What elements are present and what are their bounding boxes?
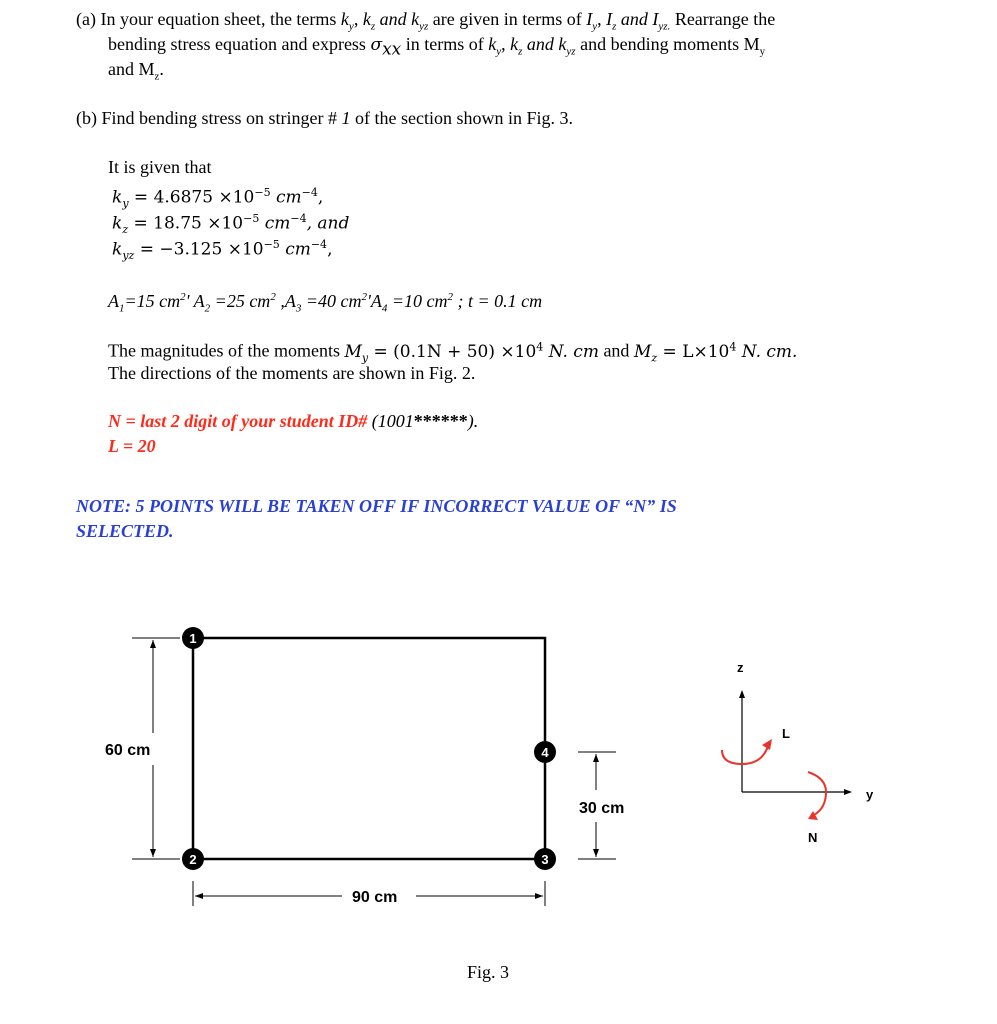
iyz-symbol: I bbox=[652, 9, 659, 29]
iy-subscript: y bbox=[592, 20, 598, 33]
mz-exponent: 4 bbox=[729, 340, 737, 353]
ky-subscript: y bbox=[496, 45, 502, 58]
kz-subscript: z bbox=[370, 20, 376, 33]
separator: , bbox=[353, 9, 363, 29]
a3-value: =40 cm bbox=[301, 291, 362, 311]
moments-text: The magnitudes of the moments bbox=[108, 340, 345, 361]
note-line-1: NOTE: 5 POINTS WILL BE TAKEN OFF IF INCORRECT VALUE OF “N” IS bbox=[76, 496, 677, 516]
kyz-unit: cm bbox=[279, 239, 311, 260]
stringer-2-label: 2 bbox=[189, 852, 197, 867]
separator: , bbox=[597, 9, 607, 29]
sigma-subscript: xx bbox=[382, 39, 402, 60]
a3-subscript: 3 bbox=[295, 302, 302, 315]
arrow-head bbox=[593, 754, 599, 762]
ky-symbol: k bbox=[112, 187, 123, 208]
and-text: and bbox=[616, 9, 653, 29]
and-text: and bbox=[375, 9, 412, 29]
kz-tail: , and bbox=[306, 213, 350, 234]
arrow-head bbox=[535, 893, 543, 899]
ky-subscript: y bbox=[122, 197, 129, 211]
a4-symbol: A bbox=[370, 291, 382, 311]
and-text: and bbox=[598, 340, 634, 361]
moment-l-arc bbox=[722, 746, 768, 764]
my-symbol: M bbox=[344, 341, 362, 362]
kz-symbol: k bbox=[510, 34, 519, 54]
a1-symbol: A bbox=[108, 291, 119, 311]
ky-subscript: y bbox=[348, 20, 354, 33]
kz-unit: cm bbox=[259, 213, 291, 234]
a2-value: =25 cm bbox=[210, 291, 271, 311]
z-axis-arrow-icon bbox=[739, 690, 745, 698]
iz-subscript: z bbox=[612, 20, 617, 33]
kyz-tail: , bbox=[327, 239, 333, 260]
part-a-label: (a) bbox=[76, 9, 96, 29]
kyz-symbol: k bbox=[112, 239, 123, 260]
my-exponent: 4 bbox=[536, 340, 544, 353]
kyz-symbol: k bbox=[411, 9, 420, 29]
stringer-1 bbox=[182, 627, 204, 649]
sigma-symbol: σ bbox=[370, 35, 383, 55]
given-intro: It is given that bbox=[108, 157, 212, 177]
kyz-unit-exponent: −4 bbox=[310, 238, 328, 251]
separator: , bbox=[275, 291, 285, 311]
l-definition: L = 20 bbox=[108, 436, 156, 456]
areas-line bbox=[108, 286, 542, 320]
stringer-2 bbox=[182, 848, 204, 870]
a4-value: =10 cm bbox=[387, 291, 448, 311]
dim-height-label: 60 cm bbox=[105, 742, 151, 759]
ky-tail: , bbox=[317, 187, 324, 208]
arrow-head bbox=[195, 893, 203, 899]
iz-symbol: I bbox=[606, 9, 613, 29]
part-b-text: Find bending stress on stringer # bbox=[101, 108, 342, 128]
mz-value: = L×10 bbox=[657, 341, 730, 362]
a1-value: =15 cm bbox=[124, 291, 181, 311]
moment-l-label: L bbox=[782, 726, 790, 741]
moment-n-label: N bbox=[808, 830, 818, 845]
a2-symbol: A bbox=[193, 291, 205, 311]
ky-symbol: k bbox=[340, 9, 349, 29]
part-a-text: Rearrange the bbox=[670, 9, 776, 29]
a4-subscript: 4 bbox=[381, 302, 388, 315]
id-suffix: ). bbox=[467, 411, 479, 431]
part-a-text: bending stress equation and express bbox=[108, 34, 371, 54]
kz-symbol: k bbox=[362, 9, 371, 29]
kyz-equation bbox=[112, 234, 332, 267]
a3-exponent: 2 bbox=[361, 291, 367, 303]
part-a-text: and bending moments M bbox=[575, 34, 760, 54]
kyz-symbol: k bbox=[558, 34, 567, 54]
part-a-text: are given in terms of bbox=[428, 9, 587, 29]
note-line-2: SELECTED. bbox=[76, 521, 174, 541]
n-definition bbox=[108, 410, 478, 432]
kz-symbol: k bbox=[112, 213, 123, 234]
y-axis-arrow-icon bbox=[844, 789, 852, 795]
moments-line-2: The directions of the moments are shown in Fig. 2. bbox=[108, 363, 476, 383]
kyz-subscript: yz bbox=[122, 249, 135, 263]
figure-caption: Fig. 3 bbox=[467, 962, 510, 982]
separator: ' bbox=[366, 291, 371, 311]
kyz-subscript: yz bbox=[566, 45, 576, 58]
mz-subscript: z bbox=[651, 351, 658, 365]
ky-unit-exponent: −4 bbox=[301, 186, 318, 199]
y-axis-label: y bbox=[866, 787, 874, 802]
kyz-value: = −3.125 ×10 bbox=[134, 239, 264, 260]
kyz-subscript: yz bbox=[419, 20, 429, 33]
part-b-text: of the section shown in Fig. 3. bbox=[350, 108, 573, 128]
iyz-subscript: yz. bbox=[658, 20, 671, 33]
stringer-number: 1 bbox=[341, 108, 351, 128]
arrow-head bbox=[150, 640, 156, 648]
a1-subscript: 1 bbox=[119, 302, 125, 315]
kz-subscript: z bbox=[518, 45, 523, 58]
dim-right-label: 30 cm bbox=[579, 800, 625, 817]
part-a-text: in terms of bbox=[401, 34, 489, 54]
moment-n-arc bbox=[808, 772, 826, 815]
kz-unit-exponent: −4 bbox=[290, 212, 307, 225]
stringer-4-label: 4 bbox=[541, 745, 549, 760]
z-axis-label: z bbox=[737, 660, 744, 675]
arrow-head bbox=[150, 849, 156, 857]
id-prefix: (1001 bbox=[371, 411, 414, 431]
mz-unit: N. cm. bbox=[736, 341, 798, 362]
arrow-head bbox=[593, 849, 599, 857]
n-definition-text: N = last 2 digit of your student ID# bbox=[108, 411, 372, 431]
part-a-text: and M bbox=[108, 59, 155, 79]
a3-symbol: A bbox=[284, 291, 296, 311]
part-a-text: In your equation sheet, the terms bbox=[100, 9, 341, 29]
id-stars: ****** bbox=[413, 411, 468, 431]
kz-subscript: z bbox=[122, 223, 129, 237]
figure-3 bbox=[0, 600, 997, 1024]
part-a-text: . bbox=[159, 59, 164, 79]
part-b-label: (b) bbox=[76, 108, 97, 128]
a2-subscript: 2 bbox=[204, 302, 211, 315]
part-a-line-3 bbox=[108, 58, 164, 88]
a4-exponent: 2 bbox=[447, 291, 453, 303]
part-b-line bbox=[76, 107, 573, 129]
ky-exponent: −5 bbox=[254, 186, 271, 199]
mz-subscript: z bbox=[154, 70, 160, 83]
kyz-exponent: −5 bbox=[263, 238, 280, 251]
section-outline bbox=[193, 638, 545, 859]
kz-exponent: −5 bbox=[243, 212, 260, 225]
stringer-3 bbox=[534, 848, 556, 870]
ky-symbol: k bbox=[488, 34, 497, 54]
my-subscript: y bbox=[361, 351, 369, 365]
and-text: and bbox=[522, 34, 559, 54]
a2-exponent: 2 bbox=[270, 291, 276, 303]
stringer-3-label: 3 bbox=[541, 852, 549, 867]
my-unit: N. cm bbox=[543, 341, 599, 362]
stringer-4 bbox=[534, 741, 556, 763]
ky-unit: cm bbox=[270, 187, 302, 208]
kz-value: = 18.75 ×10 bbox=[128, 213, 244, 234]
dim-width-label: 90 cm bbox=[352, 889, 398, 906]
my-value: = (0.1N + 50) ×10 bbox=[368, 341, 537, 362]
ky-value: = 4.6875 ×10 bbox=[128, 187, 255, 208]
iy-symbol: I bbox=[586, 9, 593, 29]
thickness-value: ; t = 0.1 cm bbox=[452, 291, 543, 311]
part-a-line-2 bbox=[108, 33, 765, 63]
mz-symbol: M bbox=[633, 341, 652, 362]
stringer-1-label: 1 bbox=[189, 631, 197, 646]
separator: ' bbox=[185, 291, 194, 311]
a1-exponent: 2 bbox=[180, 291, 186, 303]
separator: , bbox=[501, 34, 511, 54]
my-subscript: y bbox=[759, 45, 766, 58]
